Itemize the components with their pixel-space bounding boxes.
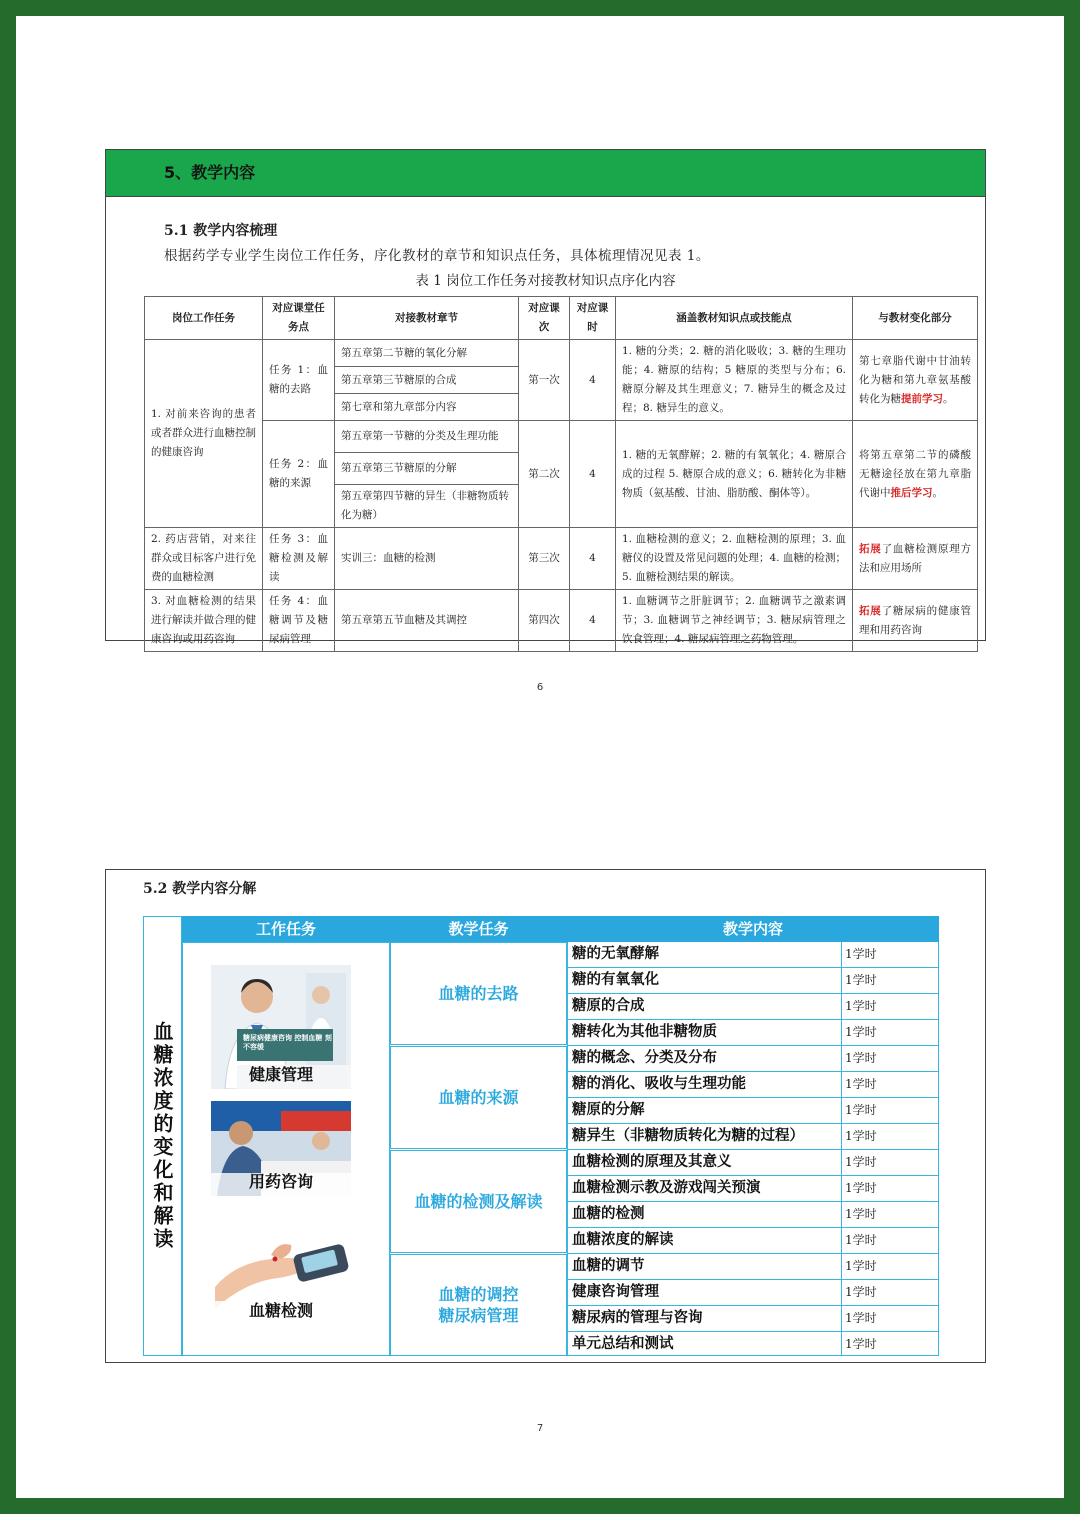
content-text: 糖转化为其他非糖物质 (572, 1024, 717, 1040)
teaching-task-label: 血糖的来源 (438, 1088, 519, 1107)
change-text: 了糖尿病的健康管理和用药咨询 (859, 604, 972, 636)
content-hours: 1学时 (841, 1176, 940, 1201)
content-text: 血糖检测的原理及其意义 (572, 1154, 732, 1170)
content-hours: 1学时 (841, 1072, 940, 1097)
hours-cell: 4 (570, 340, 616, 421)
content-row (567, 1280, 939, 1306)
content-hours: 1学时 (841, 1150, 940, 1175)
knowledge-cell: 1. 血糖调节之肝脏调节；2. 血糖调节之激素调节；3. 血糖调节之神经调节；3. 糖尿病管理之饮食管理；4. 糖尿病管理之药物管理。 (616, 590, 853, 652)
content-row (567, 1228, 939, 1254)
header-job: 岗位工作任务 (145, 297, 263, 340)
content-hours: 1学时 (841, 1280, 940, 1305)
content-hours: 1学时 (841, 1202, 940, 1227)
tile-label: 用药咨询 (248, 1172, 313, 1191)
chapter-cell: 第五章第四节糖的异生（非糖物质转化为糖） (335, 485, 519, 528)
change-text: 。 (932, 486, 943, 499)
teaching-task-label: 糖尿病管理 (438, 1306, 519, 1325)
change-cell (853, 340, 978, 421)
chapter-cell: 第五章第五节血糖及其调控 (335, 590, 519, 652)
hours-cell: 4 (570, 421, 616, 528)
work-task-column (182, 942, 390, 1356)
chapter-cell: 第七章和第九章部分内容 (335, 394, 519, 421)
page-number: 6 (536, 682, 544, 693)
content-row (567, 1306, 939, 1332)
chapter-cell: 第五章第二节糖的氧化分解 (335, 340, 519, 367)
content-text: 糖异生（非糖物质转化为糖的过程） (572, 1128, 804, 1144)
content-row (567, 1098, 939, 1124)
job-cell: 3. 对血糖检测的结果进行解读并做合理的健康咨询或用药咨询 (145, 590, 263, 652)
content-hours: 1学时 (841, 1124, 940, 1149)
section-5-1-intro: 根据药学专业学生岗位工作任务，序化教材的章节和知识点任务，具体梳理情况见表 1。 (164, 248, 710, 264)
change-emphasis: 拓展 (859, 542, 882, 555)
table-1-caption: 表 1 岗位工作任务对接教材知识点序化内容 (415, 273, 676, 289)
content-hours: 1学时 (841, 1306, 940, 1331)
session-cell: 第三次 (519, 528, 570, 590)
content-hours: 1学时 (841, 1098, 940, 1123)
content-row (567, 1254, 939, 1280)
task-cell: 任务 3：血糖检测及解读 (263, 528, 335, 590)
teaching-task-cell (390, 1254, 567, 1356)
teaching-task-label: 血糖的去路 (438, 984, 519, 1003)
content-text: 糖的概念、分类及分布 (572, 1050, 717, 1066)
session-cell: 第一次 (519, 340, 570, 421)
work-tile (211, 1227, 351, 1325)
content-hours: 1学时 (841, 1332, 940, 1355)
task-cell: 任务 2：血糖的来源 (263, 421, 335, 528)
content-text: 糖原的分解 (572, 1102, 645, 1118)
work-tile (211, 1101, 351, 1196)
content-hours: 1学时 (841, 1046, 940, 1071)
knowledge-cell: 1. 血糖检测的意义；2. 血糖检测的原理；3. 血糖仪的设置及常见问题的处理；4. 血糖的检测；5. 血糖检测结果的解读。 (616, 528, 853, 590)
knowledge-cell: 1. 糖的无氧酵解；2. 糖的有氧氧化；4. 糖原合成的过程 5. 糖原合成的意义；6. 糖转化为非糖物质（氨基酸、甘油、脂肪酸、酮体等）。 (616, 421, 853, 528)
content-text: 糖的有氧氧化 (572, 972, 659, 988)
header-change: 与教材变化部分 (853, 297, 978, 340)
knowledge-cell: 1. 糖的分类；2. 糖的消化吸收；3. 糖的生理功能；4. 糖原的结构；5 糖原的类型与分布；6. 糖原分解及其生理意义；7. 糖异生的概念及过程；8. 糖异生的意义。 (616, 340, 853, 421)
content-text: 糖尿病的管理与咨询 (572, 1310, 703, 1326)
content-text: 血糖的调节 (572, 1258, 645, 1274)
hours-cell: 4 (570, 590, 616, 652)
chapter-cell: 第五章第三节糖原的合成 (335, 367, 519, 394)
section-5-2-title: 5.2 教学内容分解 (143, 881, 257, 897)
teaching-task-label: 血糖的调控 (438, 1285, 519, 1304)
content-hours: 1学时 (841, 1020, 940, 1045)
header-work-task: 工作任务 (182, 916, 390, 942)
change-emphasis: 拓展 (859, 604, 882, 617)
content-text: 血糖的检测 (572, 1206, 645, 1222)
teaching-task-cell (390, 942, 567, 1045)
content-text: 健康咨询管理 (572, 1284, 659, 1300)
table-row (145, 421, 978, 453)
session-cell: 第二次 (519, 421, 570, 528)
change-cell (853, 421, 978, 528)
teaching-content-column (567, 942, 939, 1356)
content-row (567, 1046, 939, 1072)
change-text: 将第五章第二节的磷酸无糖途径放在第九章脂代谢中 (859, 448, 971, 499)
teaching-task-cell (390, 1046, 567, 1149)
chapter-cell: 第五章第三节糖原的分解 (335, 453, 519, 485)
change-text: 第七章脂代谢中甘油转化为糖和第九章氨基酸转化为糖 (859, 354, 971, 405)
header-session: 对应课次 (519, 297, 570, 340)
task-cell: 任务 4：血糖调节及糖尿病管理 (263, 590, 335, 652)
header-chapter: 对接教材章节 (335, 297, 519, 340)
job-cell: 2. 药店营销，对来往群众或目标客户进行免费的血糖检测 (145, 528, 263, 590)
change-text: 。 (943, 392, 954, 405)
task-cell: 任务 1：血糖的去路 (263, 340, 335, 421)
content-hours: 1学时 (841, 942, 940, 967)
content-text: 糖的消化、吸收与生理功能 (572, 1076, 746, 1092)
header-teaching-content: 教学内容 (567, 916, 939, 942)
teaching-task-label: 血糖的检测及解读 (414, 1192, 543, 1211)
content-text: 血糖浓度的解读 (572, 1232, 674, 1248)
job-cell: 1. 对前来咨询的患者或者群众进行血糖控制的健康咨询 (145, 340, 263, 528)
content-text: 单元总结和测试 (572, 1336, 674, 1352)
content-breakdown-diagram (143, 916, 939, 1357)
content-hours: 1学时 (841, 1254, 940, 1279)
table-1 (144, 296, 978, 652)
chapter-cell: 实训三：血糖的检测 (335, 528, 519, 590)
content-row (567, 968, 939, 994)
header-hours: 对应课时 (570, 297, 616, 340)
content-text: 糖原的合成 (572, 998, 645, 1014)
teaching-task-column (390, 942, 567, 1356)
content-row (567, 1176, 939, 1202)
content-row (567, 942, 939, 968)
content-row (567, 1150, 939, 1176)
change-emphasis: 推后学习 (890, 486, 933, 499)
content-row (567, 1332, 939, 1356)
tile-label: 血糖检测 (248, 1301, 313, 1320)
change-emphasis: 提前学习 (901, 392, 943, 405)
content-hours: 1学时 (841, 968, 940, 993)
session-cell: 第四次 (519, 590, 570, 652)
table-row (145, 590, 978, 652)
tile-overlay-text: 糖尿病健康咨询 控制血糖 刻不容缓 (243, 1034, 332, 1051)
content-text: 糖的无氧酵解 (572, 946, 659, 962)
header-knowledge: 涵盖教材知识点或技能点 (616, 297, 853, 340)
section-5-1-title: 5.1 教学内容梳理 (164, 223, 278, 239)
change-cell (853, 590, 978, 652)
content-hours: 1学时 (841, 1228, 940, 1253)
header-task: 对应课堂任务点 (263, 297, 335, 340)
header-teaching-task: 教学任务 (390, 916, 567, 942)
change-cell (853, 528, 978, 590)
table-row (145, 528, 978, 590)
section-5-2-box (105, 869, 986, 1363)
content-row (567, 1020, 939, 1046)
content-row (567, 1202, 939, 1228)
content-text: 血糖检测示教及游戏闯关预演 (572, 1180, 761, 1196)
chapter-cell: 第五章第一节糖的分类及生理功能 (335, 421, 519, 453)
content-row (567, 994, 939, 1020)
teaching-task-cell (390, 1150, 567, 1253)
table-row (145, 340, 978, 367)
section-5-box (105, 149, 986, 645)
content-row (567, 1124, 939, 1150)
page-number: 7 (536, 1423, 544, 1434)
hours-cell: 4 (570, 528, 616, 590)
content-row (567, 1072, 939, 1098)
side-label: 血糖浓度的变化和解读 (150, 1021, 174, 1251)
content-hours: 1学时 (841, 994, 940, 1019)
table-header-row (145, 297, 978, 340)
tile-label: 健康管理 (248, 1065, 313, 1084)
section-5-heading: 5、教学内容 (106, 150, 985, 197)
document-page (16, 16, 1064, 1498)
side-label-box (143, 916, 182, 1356)
change-text: 了血糖检测原理方法和应用场所 (859, 542, 972, 574)
work-tile (211, 965, 351, 1089)
